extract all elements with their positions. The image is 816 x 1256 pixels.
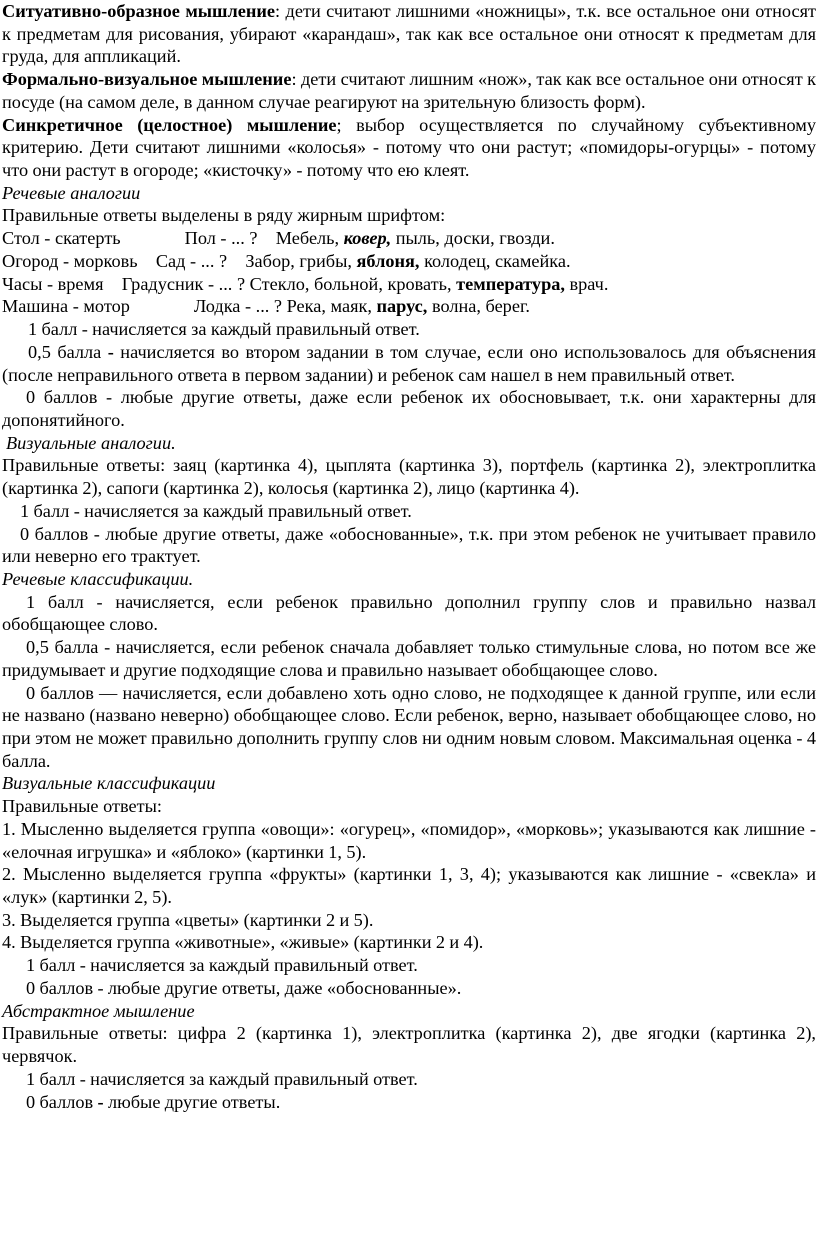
- analogy-row-rest: врач.: [564, 273, 609, 294]
- score-0-dash: -: [97, 1091, 104, 1112]
- analogy-row-rest: пыль, доски, гвозди.: [391, 228, 555, 249]
- score-0-visual-classifications: 0 баллов - любые другие ответы, даже «обоснованные».: [26, 977, 462, 998]
- score-1-verbal-classifications: 1 балл - начисляется, если ребенок правильно дополнил группу слов и правильно назвал обобщающее слово.: [2, 591, 816, 635]
- score-05-dash: -: [107, 341, 114, 362]
- analogy-row-answer: ковер,: [343, 228, 392, 249]
- classification-item: 3. Выделяется группа «цветы» (картинки 2 и 5).: [2, 909, 374, 930]
- analogy-row: [0, 295, 816, 318]
- paragraph-syncretic-thinking: [0, 114, 816, 182]
- text-syncretic: ; выбор осуществляется по случайному субъективному критерию. Дети считают лишними «колосья» - потому что они растут; «помидоры-огурцы» - потому что они растут в огороде; «кисточку» - потому что ею клеят.: [2, 114, 816, 181]
- visual-analogies-answers: Правильные ответы: заяц (картинка 4), цыплята (картинка 3), портфель (картинка 2), электроплитка (картинка 2), сапоги (картинка 2), колосья (картинка 2), лицо (картинка 4).: [2, 455, 816, 499]
- score-0-visual-analogies: 0 баллов - любые другие ответы, даже «обоснованные», т.к. при этом ребенок не учитывает правило или неверно его трактует.: [2, 523, 816, 567]
- classification-item: 2. Мысленно выделяется группа «фрукты» (картинки 1, 3, 4); указываются как лишние - «свекла» и «лук» (картинки 2, 5).: [2, 864, 816, 908]
- score-1-verbal-analogies: 1 балл - начисляется за каждый правильный ответ.: [28, 319, 420, 340]
- score-05-verbal-analogies: [0, 341, 816, 386]
- paragraph-formal-visual-thinking: [0, 68, 816, 113]
- classification-item: 4. Выделяется группа «животные», «живые» (картинки 2 и 4).: [2, 932, 484, 953]
- score-0-verbal-analogies: 0 баллов - любые другие ответы, даже если ребенок их обосновывает, т.к. они характерны для допонятийного.: [2, 387, 816, 430]
- score-05-text: начисляется во втором задании в том случае, если оно использовалось для объяснения (после неправильного ответа в первом задании) и ребенок сам нашел в нем правильный ответ.: [2, 341, 816, 385]
- heading-visual-analogies: Визуальные аналогии.: [6, 432, 176, 453]
- score-1-abstract-thinking: 1 балл - начисляется за каждый правильный ответ.: [26, 1068, 418, 1089]
- analogy-row-rest: волна, берег.: [427, 296, 530, 317]
- analogy-row-rest: колодец, скамейка.: [419, 250, 571, 271]
- analogy-row-answer: яблоня,: [356, 250, 420, 271]
- term-formal-visual: Формально-визуальное мышление: [2, 69, 292, 90]
- analogy-row: [0, 250, 816, 273]
- score-0-abstract-thinking: [0, 1091, 816, 1114]
- text-situational: : дети считают лишними «ножницы», т.к. все остальное они относят к предметам для рисования, убирают «карандаш», так как все остальное они относят к предметам для груда, для аппликаций.: [2, 1, 816, 67]
- analogy-row-answer: парус,: [376, 296, 428, 317]
- visual-classifications-intro: Правильные ответы:: [2, 796, 162, 817]
- analogy-row: [0, 273, 816, 296]
- score-0-label: 0 баллов: [26, 1091, 98, 1112]
- term-situational: Ситуативно-образное мышление: [2, 1, 276, 21]
- text-formal-visual: : дети считают лишним «нож», так как все остальное они относят к посуде (на самом деле, в данном случае реагируют на зрительную близость форм).: [2, 69, 816, 112]
- score-0-text: любые другие ответы.: [103, 1091, 281, 1112]
- score-05-verbal-classifications: 0,5 балла - начисляется, если ребенок сначала добавляет только стимульные слова, но потом все же придумывает и другие подходящие слова и правильно называет обобщающее слово.: [2, 637, 816, 680]
- paragraph-situational-thinking: [0, 0, 816, 68]
- classification-item: 1. Мысленно выделяется группа «овощи»: «огурец», «помидор», «морковь»; указываются как лишние - «елочная игрушка» и «яблоко» (картинки 1, 5).: [2, 818, 816, 862]
- heading-verbal-analogies: Речевые аналогии: [2, 182, 141, 203]
- heading-visual-classifications: Визуальные классификации: [2, 773, 216, 794]
- verbal-analogies-intro: Правильные ответы выделены в ряду жирным шрифтом:: [2, 205, 446, 226]
- heading-verbal-classifications: Речевые классификации.: [2, 568, 194, 589]
- analogy-row-text: Огород - морковь Сад - ... ? Забор, грибы,: [2, 250, 357, 271]
- analogy-row-text: Часы - время Градусник - ... ? Стекло, больной, кровать,: [2, 273, 457, 294]
- score-0-verbal-classifications: 0 баллов — начисляется, если добавлено хоть одно слово, не подходящее к данной группе, или если не названо (названо неверно) обобщающее слово. Если ребенок, верно, называет обобщающее слово, но при этом не может правильно дополнить группу слов ни одним новым словом. Максимальная оценка - 4 балла.: [2, 682, 816, 771]
- analogy-row-text: Машина - мотор Лодка - ... ? Река, маяк,: [2, 296, 377, 317]
- analogy-row-text: Стол - скатерть Пол - ... ? Мебель,: [2, 228, 344, 249]
- score-05-label: 0,5 балла: [28, 341, 108, 362]
- abstract-thinking-answers: Правильные ответы: цифра 2 (картинка 1), электроплитка (картинка 2), две ягодки (картинка 2), червячок.: [2, 1023, 816, 1067]
- analogy-row: [0, 227, 816, 250]
- analogy-row-answer: температура,: [456, 273, 565, 294]
- score-1-visual-analogies: 1 балл - начисляется за каждый правильный ответ.: [20, 500, 412, 521]
- term-syncretic: Синкретичное (целостное) мышление: [2, 114, 337, 135]
- heading-abstract-thinking: Абстрактное мышление: [2, 1000, 195, 1021]
- score-1-visual-classifications: 1 балл - начисляется за каждый правильный ответ.: [26, 955, 418, 976]
